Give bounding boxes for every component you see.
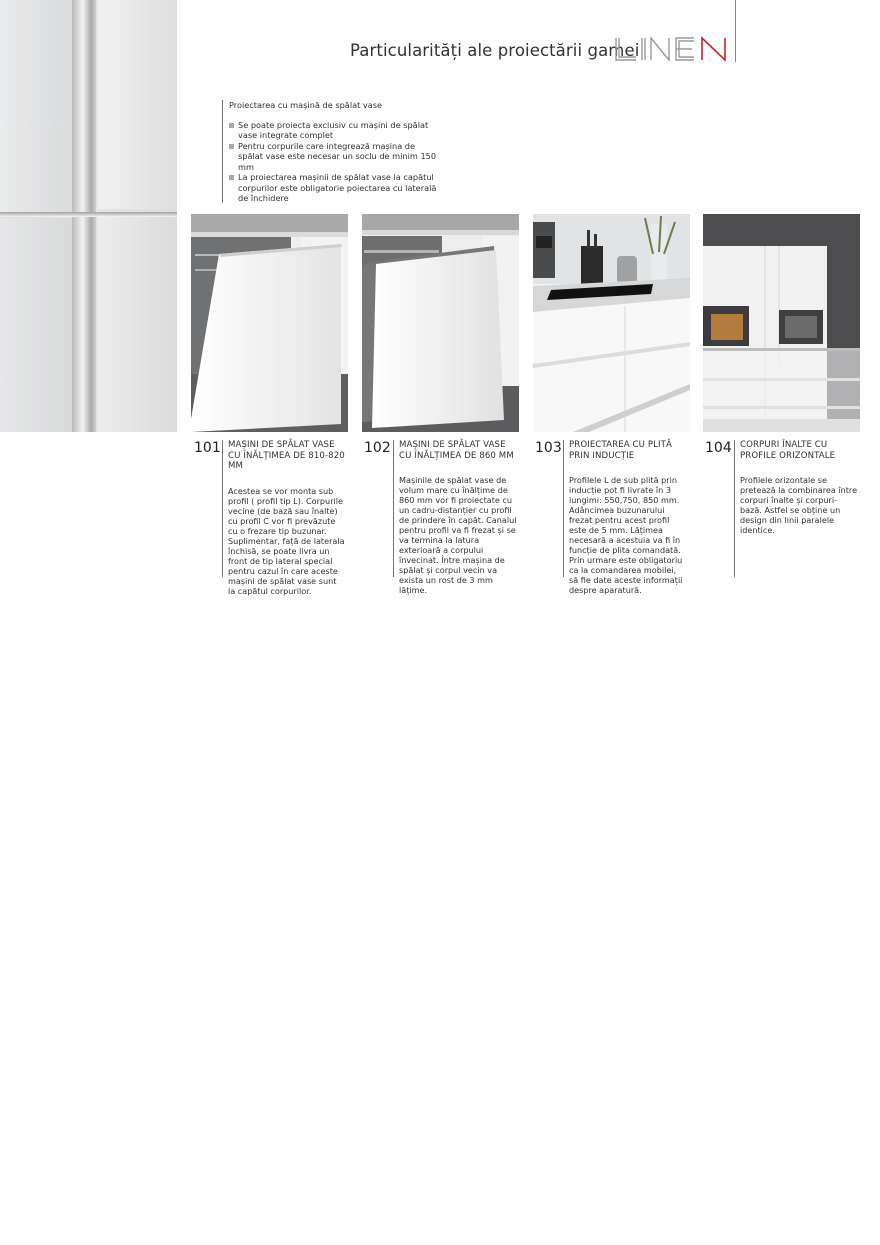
section-103 [563,440,687,595]
list-item: Se poate proiecta exclusiv cu mașini de spălat vase integrate complet [229,120,442,141]
intro-heading: Proiectarea cu mașină de spălat vase [229,100,383,110]
section-body: Acestea se vor monta sub profil ( profil tip L). Corpurile vecine (de bază sau înalte) cu profil C vor fi prevăzute cu o frezare tip buzunar. Suplimentar, față de laterala închisă, se poate livra un front de tip lateral special pentru cazul în care aceste mașini de spălat vase sunt la capătul corpurilor. [228,485,345,596]
section-title: MAȘINI DE SPĂLAT VASE CU ÎNĂLȚIMEA DE 810-820 MM [228,440,345,471]
page-title: Particularități ale proiectării gamei [350,41,640,60]
section-104 [734,440,858,577]
section-title: PROIECTAREA CU PLITĂ PRIN INDUCȚIE [569,440,673,461]
list-item: La proiectarea mașinii de spălat vase la capătul corpurilor este obligatorie poiectarea cu laterală de închidere [229,172,442,204]
intro-bullet-list [229,120,442,204]
intro-block [222,100,442,203]
line-n-logo [614,36,730,62]
header-divider [735,0,736,62]
section-number: 101 [194,440,221,456]
section-number: 104 [705,440,732,456]
section-title: MAȘINI DE SPĂLAT VASE CU ÎNĂLȚIMEA DE 860 MM [399,440,514,461]
section-body: Profilele orizontale se pretează la combinarea între corpuri înalte și corpuri-bază. Astfel se obține un design din linii paralele identice. [740,475,858,535]
section-number: 103 [535,440,562,456]
photo-induction-hob [533,214,690,432]
section-102 [393,440,517,595]
photo-dishwasher-810 [191,214,348,432]
photo-tall-cabinets [703,214,860,432]
list-item: Pentru corpurile care integrează mașina de spălat vase este necesar un soclu de minim 150 mm [229,141,442,173]
section-number: 102 [364,440,391,456]
section-body: Mașinile de spălat vase de volum mare cu înălțime de 860 mm vor fi proiectate cu un cadru-distanțier cu profil de prindere în capăt. Canalul pentru profil va fi frezat și se va termina la latura exterioară a corpului învecinat. Între mașina de spălat și corpul vecin va exista un rost de 3 mm lățime. [399,475,517,595]
section-body: Profilele L de sub plită prin inducție pot fi livrate în 3 lungimi: 550,750, 850 mm. Adâncimea buzunarului frezat pentru acest profil este de 5 mm. Lățimea necesară a acestuia va fi în funcție de plita comandată. Prin urmare este obligatoriu ca la comandarea mobilei, să fie date aceste informații despre aparatură. [569,475,683,595]
section-101 [222,440,346,596]
photo-dishwasher-860 [362,214,519,432]
hero-cabinet-closeup-image [0,0,177,432]
section-title: CORPURI ÎNALTE CU PROFILE ORIZONTALE [740,440,836,461]
